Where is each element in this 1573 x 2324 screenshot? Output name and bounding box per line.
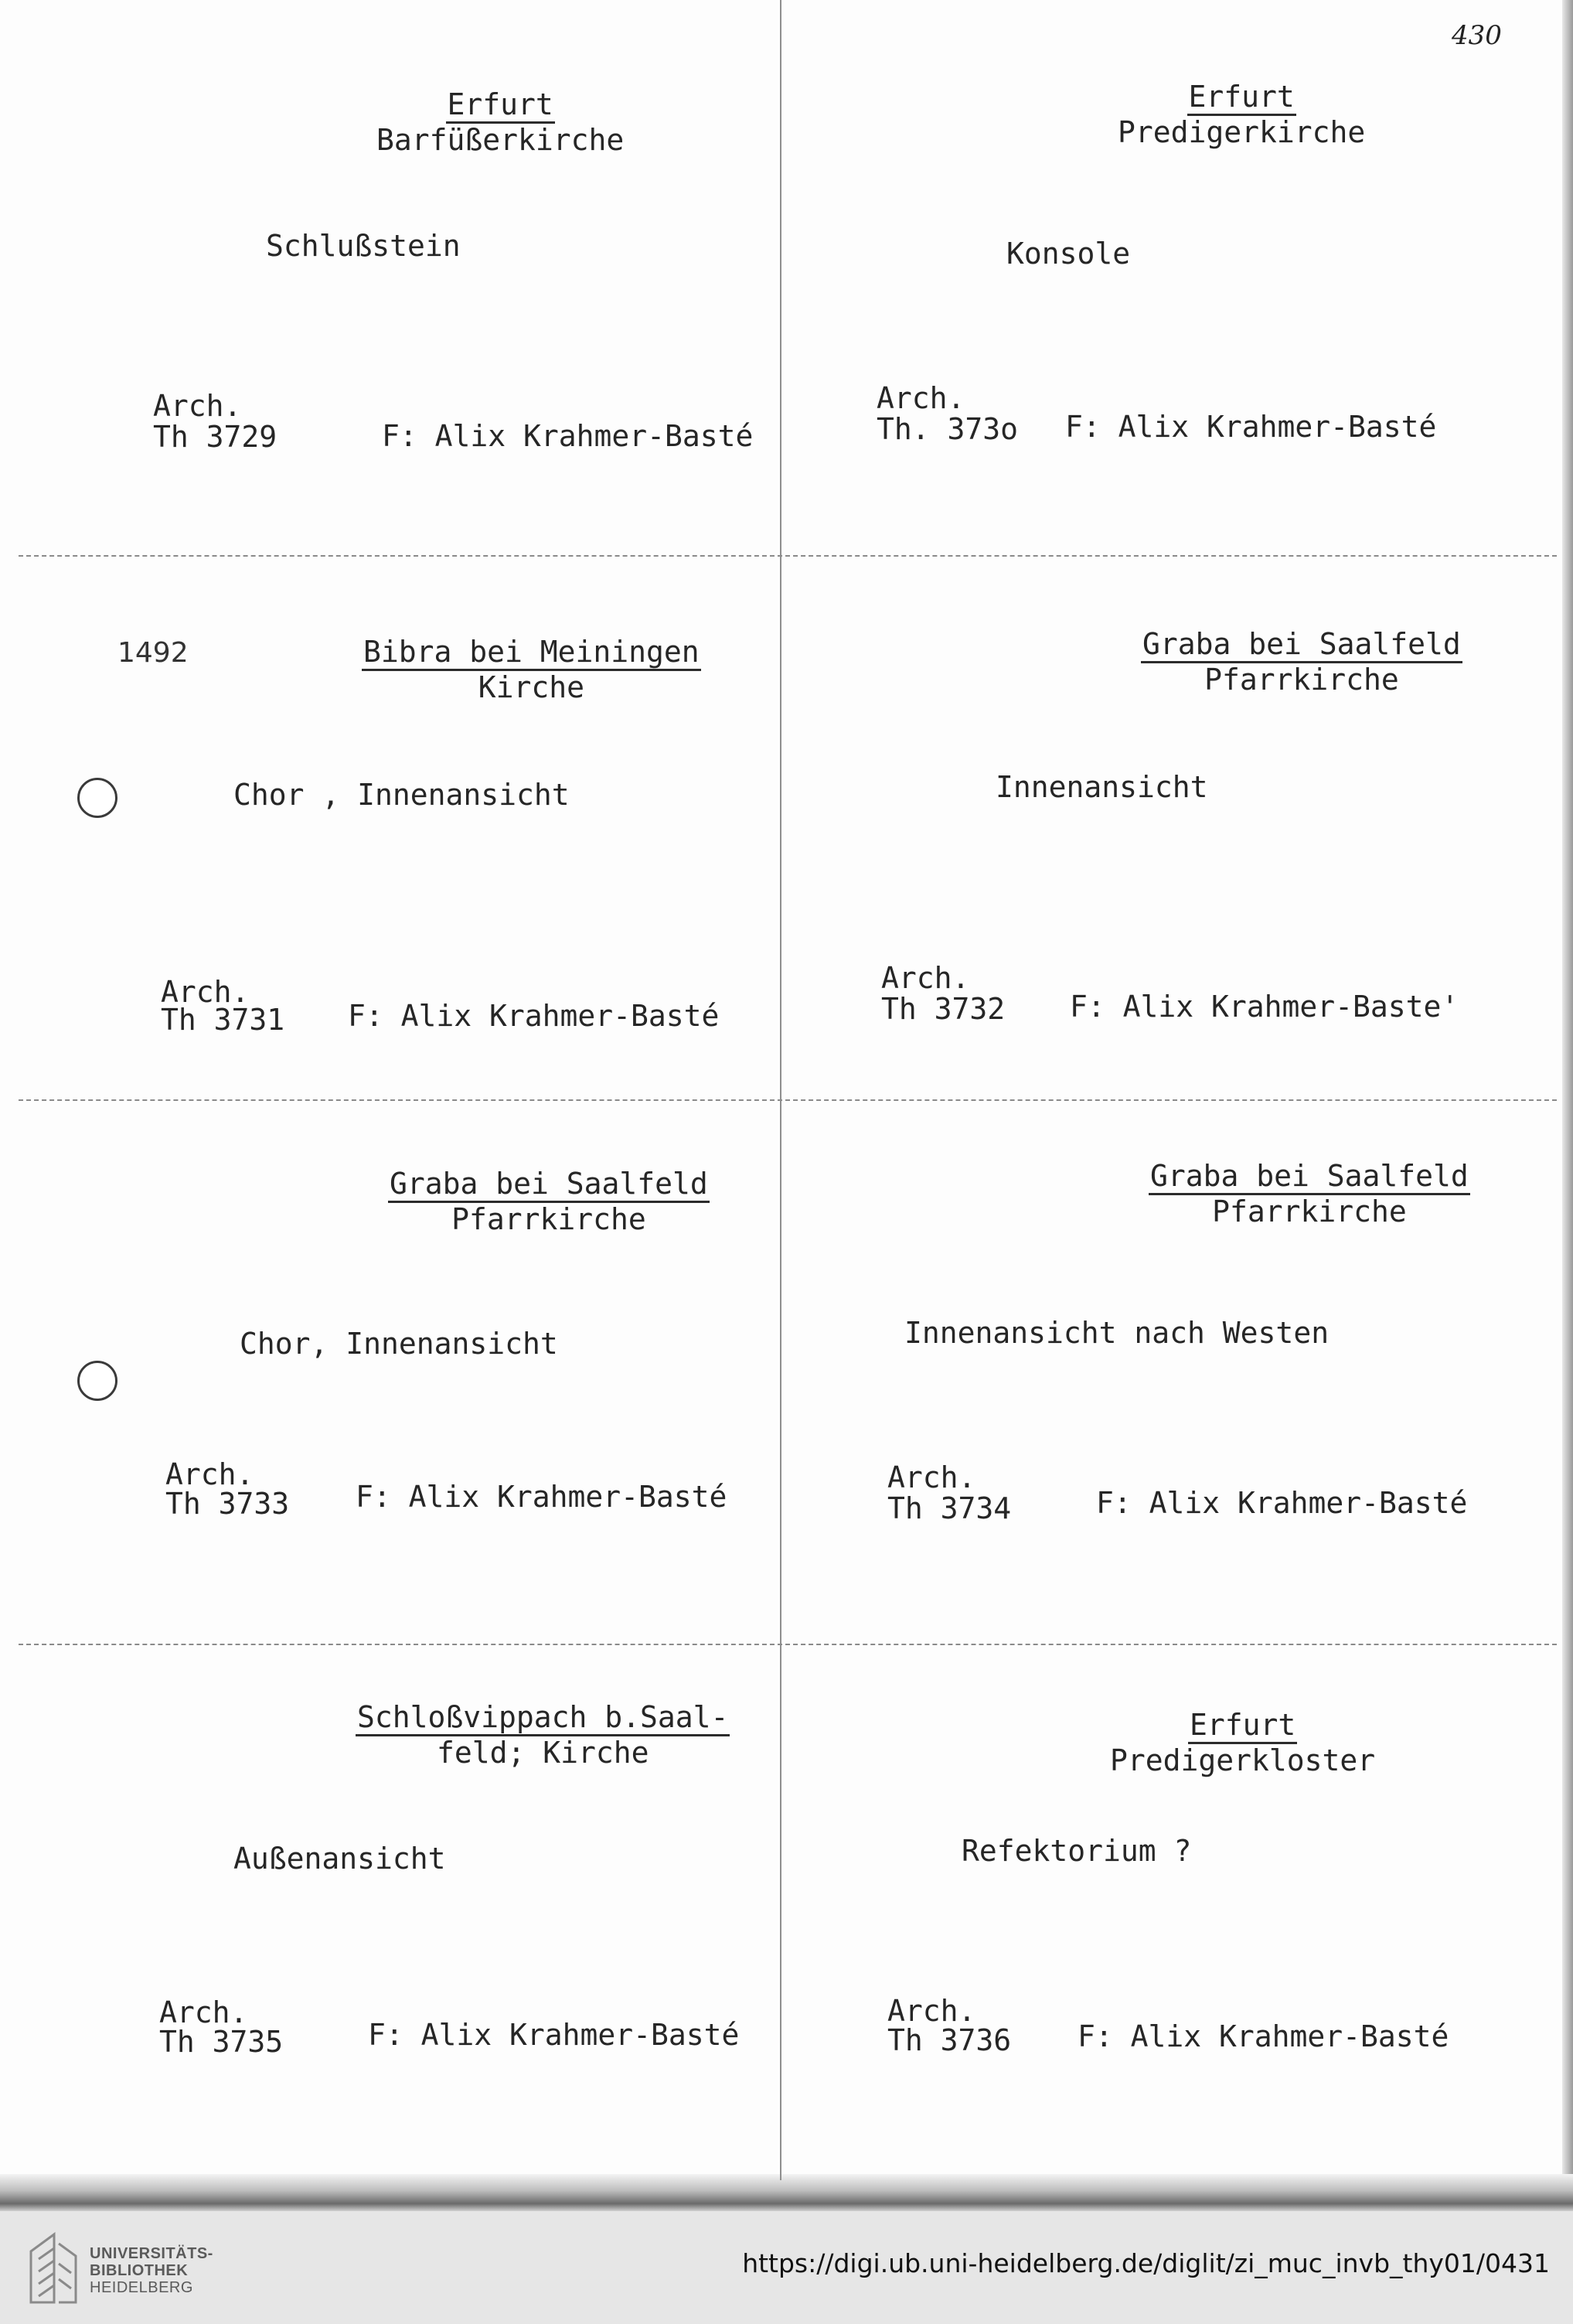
card-archive-number: Th 3735 xyxy=(159,2025,284,2059)
card-archive-number: Th 3734 xyxy=(887,1491,1012,1525)
card-archive-number: Th 3732 xyxy=(881,992,1006,1026)
punch-hole-icon xyxy=(77,1361,117,1401)
card-place-sub: Predigerkloster xyxy=(1110,1743,1376,1777)
punch-hole-icon xyxy=(77,778,117,818)
card-archive-label: Arch. xyxy=(881,961,970,995)
card-place-sub: Kirche xyxy=(478,670,584,704)
card-place xyxy=(1118,80,1365,148)
card-archive-number: Th 3736 xyxy=(887,2023,1012,2057)
card-archive-number: Th 3731 xyxy=(161,1003,285,1037)
card-subject: Chor, Innenansicht xyxy=(240,1327,558,1361)
card-subject: Außenansicht xyxy=(233,1842,446,1876)
card-place xyxy=(356,1701,730,1769)
card-place-title: Graba bei Saalfeld xyxy=(1149,1160,1470,1195)
card-place-sub: Predigerkirche xyxy=(1118,115,1366,149)
card-subject: Schlußstein xyxy=(266,229,461,263)
card-photographer: F: Alix Krahmer-Basté xyxy=(368,2018,740,2052)
row-divider xyxy=(19,1644,1557,1645)
card-subject: Innenansicht xyxy=(996,770,1208,804)
card-place-sub: Pfarrkirche xyxy=(451,1202,646,1236)
card-archive-label: Arch. xyxy=(161,975,250,1009)
card-place xyxy=(362,636,701,704)
row-divider xyxy=(19,555,1557,557)
card-archive-label: Arch. xyxy=(165,1457,254,1491)
card-photographer: F: Alix Krahmer-Basté xyxy=(348,999,720,1033)
library-logo-line: HEIDELBERG xyxy=(90,2279,193,2296)
card-subject: Refektorium ? xyxy=(962,1834,1192,1868)
card-place-title: Erfurt xyxy=(446,88,555,124)
page-number: 430 xyxy=(1452,20,1502,51)
library-logo-text xyxy=(90,2245,213,2296)
card-photographer: F: Alix Krahmer-Basté xyxy=(382,419,754,453)
card-place-sub: Barfüßerkirche xyxy=(376,123,625,157)
card-place-title: Bibra bei Meiningen xyxy=(362,636,701,671)
footer-bar xyxy=(0,2211,1573,2324)
card-place-title: Schloßvippach b.Saal- xyxy=(356,1701,730,1736)
card-photographer: F: Alix Krahmer-Basté xyxy=(1065,410,1437,444)
card-year: 1492 xyxy=(117,637,189,669)
card-archive-label: Arch. xyxy=(159,1995,248,2029)
card-place xyxy=(376,88,624,156)
card-subject: Innenansicht nach Westen xyxy=(904,1316,1330,1350)
card-archive-number: Th. 373o xyxy=(877,412,1019,446)
card-place-sub: feld; Kirche xyxy=(436,1736,649,1770)
card-place xyxy=(1149,1160,1470,1228)
card-archive-label: Arch. xyxy=(887,1460,976,1494)
card-place-sub: Pfarrkirche xyxy=(1212,1194,1407,1228)
card-place-title: Erfurt xyxy=(1188,1709,1297,1744)
card-photographer: F: Alix Krahmer-Baste' xyxy=(1070,990,1459,1024)
card-place xyxy=(1110,1709,1375,1777)
library-logo-line: UNIVERSITÄTS- xyxy=(90,2245,213,2262)
card-archive-number: Th 3733 xyxy=(165,1487,290,1521)
card-photographer: F: Alix Krahmer-Basté xyxy=(356,1480,727,1514)
card-place xyxy=(1141,628,1462,696)
card-place-title: Graba bei Saalfeld xyxy=(388,1167,710,1203)
column-divider xyxy=(780,0,781,2180)
card-photographer: F: Alix Krahmer-Basté xyxy=(1078,2019,1449,2053)
sheet-bottom-edge xyxy=(0,2174,1573,2211)
row-divider xyxy=(19,1099,1557,1101)
card-subject: Konsole xyxy=(1006,237,1131,271)
card-place xyxy=(388,1167,710,1235)
card-archive-number: Th 3729 xyxy=(153,420,277,454)
library-logo-line: BIBLIOTHEK xyxy=(90,2262,189,2279)
sheet-right-edge xyxy=(1562,0,1573,2211)
card-place-sub: Pfarrkirche xyxy=(1204,663,1399,697)
card-place-title: Graba bei Saalfeld xyxy=(1141,628,1462,663)
document-url-link[interactable]: https://digi.ub.uni-heidelberg.de/diglit/zi_muc_invb_thy01/0431 xyxy=(742,2248,1550,2278)
university-library-logo-icon xyxy=(26,2228,80,2309)
card-subject: Chor , Innenansicht xyxy=(233,778,570,812)
card-archive-label: Arch. xyxy=(153,389,242,423)
card-archive-label: Arch. xyxy=(887,1994,976,2028)
card-photographer: F: Alix Krahmer-Basté xyxy=(1096,1486,1468,1520)
card-archive-label: Arch. xyxy=(877,381,965,415)
card-place-title: Erfurt xyxy=(1187,80,1296,116)
